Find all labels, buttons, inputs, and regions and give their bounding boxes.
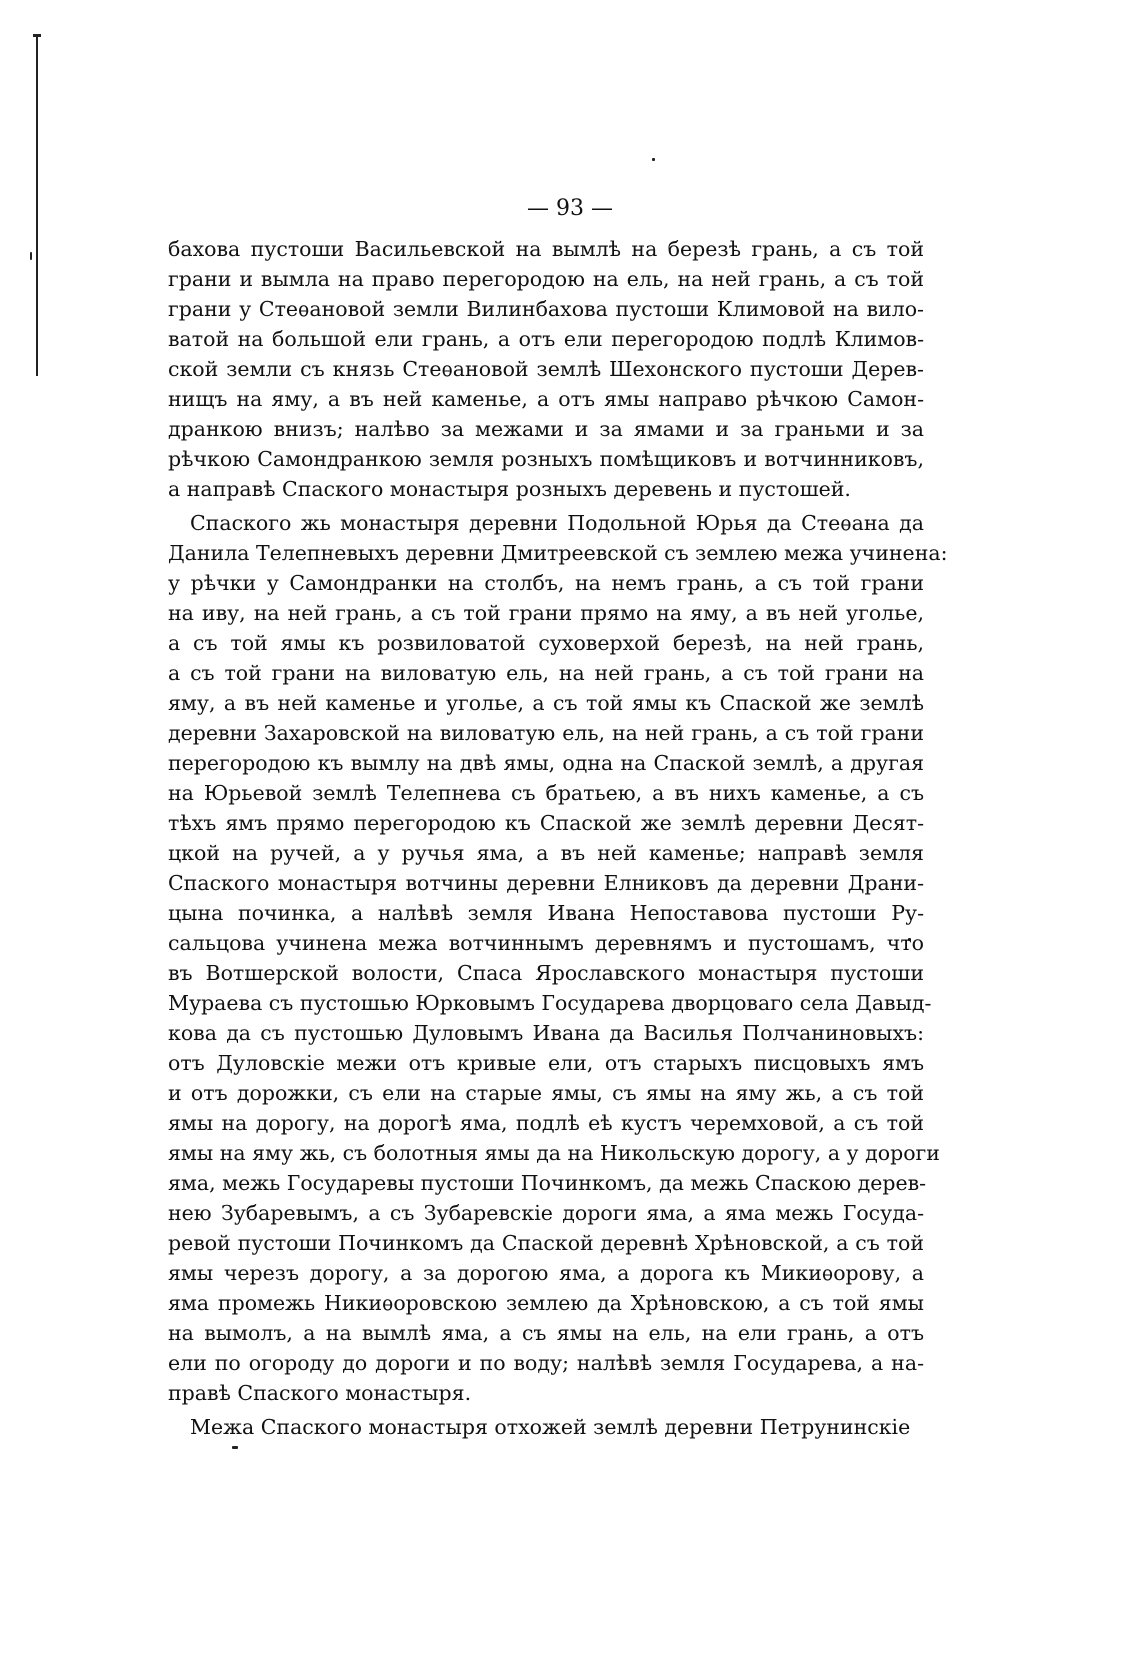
text-line: нищъ на яму, а въ ней каменье, а отъ ямы направо рѣчкою Самон- <box>168 387 924 411</box>
text-line: ской земли съ князь Стеѳановой землѣ Шехонского пустоши Дерев- <box>168 357 924 381</box>
text-line: отъ Дуловскіе межи отъ кривые ели, отъ старыхъ писцовыхъ ямъ <box>168 1051 924 1075</box>
text-line: Спаского монастыря вотчины деревни Елниковъ да деревни Драни- <box>168 871 924 895</box>
text-line: ямы черезъ дорогу, а за дорогою яма, а дорога къ Микиѳорову, а <box>168 1261 924 1285</box>
text-line: Мураева съ пустошью Юрковымъ Государева дворцоваго села Давыд- <box>168 991 932 1015</box>
text-line: а направѣ Спаского монастыря розныхъ деревень и пустошей. <box>168 477 851 501</box>
text-line: на Юрьевой землѣ Телепнева съ братьею, а въ нихъ каменье, а съ <box>168 781 924 805</box>
page-number: — 93 — <box>527 196 613 221</box>
scan-speck <box>232 1446 238 1449</box>
text-line: рѣчкою Самондранкою земля розныхъ помѣщиковъ и вотчинниковъ, <box>168 447 924 471</box>
paragraph <box>168 1412 924 1442</box>
text-line: яма, межь Государевы пустоши Починкомъ, да межь Спаскою дерев- <box>168 1171 927 1195</box>
scan-speck <box>30 252 32 260</box>
text-line: нею Зубаревымъ, а съ Зубаревскіе дороги яма, а яма межь Госуда- <box>168 1201 924 1225</box>
paragraph <box>168 508 948 1408</box>
text-line: цкой на ручей, а у ручья яма, а въ ней каменье; направѣ земля <box>168 841 924 865</box>
text-line: яму, а въ ней каменье и уголье, а съ той ямы къ Спаской же землѣ <box>168 691 924 715</box>
text-line: а съ той грани на виловатую ель, на ней грань, а съ той грани на <box>168 661 924 685</box>
text-line: на иву, на ней грань, а съ той грани прямо на яму, а въ ней уголье, <box>168 601 924 625</box>
text-line: ревой пустоши Починкомъ да Спаской деревнѣ Хрѣновской, а съ той <box>168 1231 924 1255</box>
text-line: Межа Спаского монастыря отхожей землѣ деревни Петрунинскіе <box>190 1415 911 1439</box>
text-line: цына починка, а налѣвѣ земля Ивана Непоставова пустоши Ру- <box>168 901 924 925</box>
text-line: ямы на яму жь, съ болотныя ямы да на Никольскую дорогу, а у дороги <box>168 1141 940 1165</box>
text-line: кова да съ пустошью Дуловымъ Ивана да Василья Полчаниновыхъ: <box>168 1021 924 1045</box>
text-line: Данила Телепневыхъ деревни Дмитреевской съ землею межа учинена: <box>168 541 948 565</box>
text-line: дранкою внизъ; налѣво за межами и за ямами и за граньми и за <box>168 417 924 441</box>
text-line: ватой на большой ели грань, а отъ ели перегородою подлѣ Климов- <box>168 327 924 351</box>
text-line: а съ той ямы къ розвиловатой суховерхой березѣ, на ней грань, <box>168 631 924 655</box>
text-line: ели по огороду до дороги и по воду; налѣвѣ земля Государева, а на- <box>168 1351 924 1375</box>
text-line: правѣ Спаского монастыря. <box>168 1381 472 1405</box>
text-line: перегородою къ вымлу на двѣ ямы, одна на Спаской землѣ, а другая <box>168 751 924 775</box>
text-line: и отъ дорожки, съ ели на старые ямы, съ ямы на яму жь, а съ той <box>168 1081 924 1105</box>
text-line: сальцова учинена межа вотчиннымъ деревнямъ и пустошамъ, что <box>168 931 924 955</box>
text-line: деревни Захаровской на виловатую ель, на ней грань, а съ той грани <box>168 721 924 745</box>
scan-speck <box>652 158 655 161</box>
paragraph <box>168 234 924 504</box>
body-text <box>168 234 948 1442</box>
text-line: яма промежь Никиѳоровскою землею да Хрѣновскою, а съ той ямы <box>168 1291 924 1315</box>
text-line: ямы на дорогу, на дорогѣ яма, подлѣ еѣ кустъ черемховой, а съ той <box>168 1111 924 1135</box>
text-line: грани и вымла на право перегородою на ель, на ней грань, а съ той <box>168 267 924 291</box>
text-line: у рѣчки у Самондранки на столбъ, на немъ грань, а съ той грани <box>168 571 924 595</box>
text-line: тѣхъ ямъ прямо перегородою къ Спаской же землѣ деревни Десят- <box>168 811 924 835</box>
text-line: грани у Стеѳановой земли Вилинбахова пустоши Климовой на вило- <box>168 297 924 321</box>
text-line: въ Вотшерской волости, Спаса Ярославского монастыря пустоши <box>168 961 924 985</box>
text-line: Спаского жь монастыря деревни Подольной Юрья да Стеѳана да <box>190 511 924 535</box>
text-line: бахова пустоши Васильевской на вымлѣ на березѣ грань, а съ той <box>168 237 924 261</box>
text-line: на вымолъ, а на вымлѣ яма, а съ ямы на ель, на ели грань, а отъ <box>168 1321 924 1345</box>
